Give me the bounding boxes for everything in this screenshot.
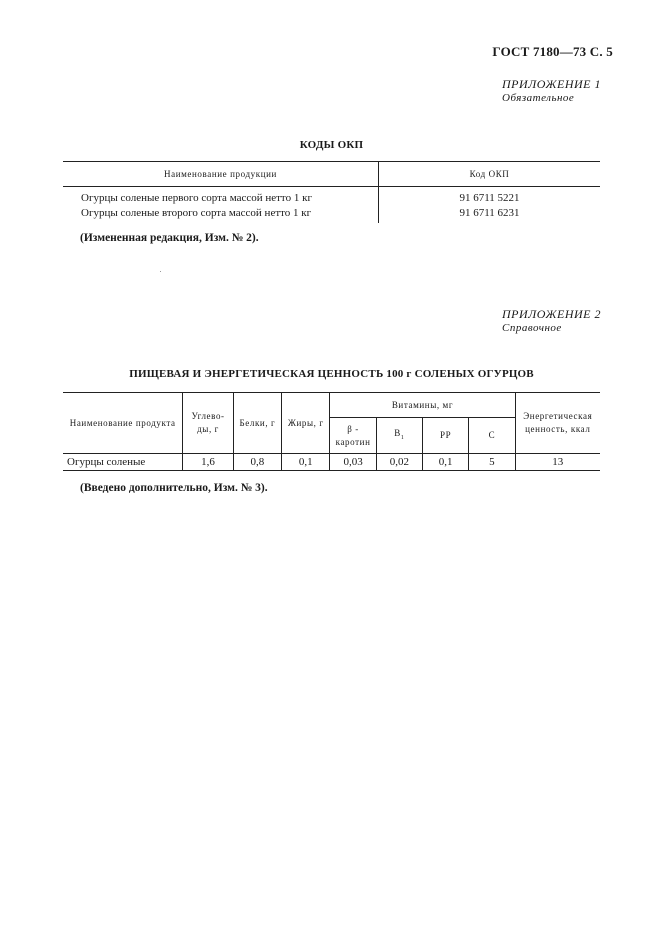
header-product: Наименование продукта [63, 393, 183, 454]
header-c: С [469, 418, 515, 454]
nutrition-table [63, 392, 600, 471]
nutrition-section-title: ПИЩЕВАЯ И ЭНЕРГЕТИЧЕСКАЯ ЦЕННОСТЬ 100 г СОЛЕНЫХ ОГУРЦОВ [129, 368, 534, 380]
header-beta-line2: каротин [335, 436, 371, 447]
appendix-2-label: ПРИЛОЖЕНИЕ 2 [502, 307, 601, 321]
header-vitamins: Витамины, мг [330, 393, 515, 418]
cell-product: Огурцы соленые [63, 454, 183, 471]
okp-row-code: 91 6711 6231 [459, 206, 520, 219]
cell-fat: 0,1 [282, 454, 330, 471]
okp-codes-table [63, 161, 600, 223]
appendix-1-label: ПРИЛОЖЕНИЕ 1 [502, 77, 601, 91]
header-energy-line1: Энергетическая [523, 411, 593, 421]
table-row [63, 205, 600, 223]
amendment-note-2: (Измененная редакция, Изм. № 2). [80, 232, 259, 244]
header-b1-main: В [394, 427, 401, 438]
header-beta-line1: β - [347, 423, 359, 434]
cell-pp: 0,1 [423, 454, 469, 471]
cell-protein: 0,8 [233, 454, 281, 471]
header-fat: Жиры, г [282, 393, 330, 454]
okp-header-code: Код ОКП [379, 162, 601, 187]
cell-beta-carotene: 0,03 [330, 454, 376, 471]
okp-row-code: 91 6711 5221 [459, 191, 520, 204]
document-reference: ГОСТ 7180—73 С. 5 [492, 44, 613, 59]
amendment-note-3: (Введено дополнительно, Изм. № 3). [80, 482, 268, 494]
appendix-1-status: Обязательное [502, 92, 575, 104]
cell-energy: 13 [515, 454, 600, 471]
header-beta-carotene [330, 418, 376, 454]
header-carbs-line1: Углево- [191, 411, 225, 421]
cell-carbs: 1,6 [183, 454, 233, 471]
header-pp: РР [423, 418, 469, 454]
header-carbs [183, 393, 233, 454]
okp-row-name: Огурцы соленые первого сорта массой нетто 1 кг [63, 187, 379, 206]
cell-b1: 0,02 [376, 454, 422, 471]
scan-speck [160, 271, 161, 272]
header-energy [515, 393, 600, 454]
header-carbs-line2: ды, г [197, 424, 219, 434]
header-protein: Белки, г [233, 393, 281, 454]
appendix-2-status: Справочное [502, 322, 562, 334]
okp-header-name: Наименование продукции [63, 162, 379, 187]
table-row [63, 187, 600, 206]
appendix-2-title [502, 307, 601, 334]
header-energy-line2: ценность, ккал [525, 424, 591, 434]
header-b1 [376, 418, 422, 454]
okp-section-title: КОДЫ ОКП [299, 139, 364, 151]
header-b1-sub: 1 [400, 434, 405, 441]
appendix-1-title [502, 77, 601, 104]
table-row [63, 454, 600, 471]
okp-row-name: Огурцы соленые второго сорта массой нетто 1 кг [63, 205, 379, 223]
cell-c: 5 [469, 454, 515, 471]
